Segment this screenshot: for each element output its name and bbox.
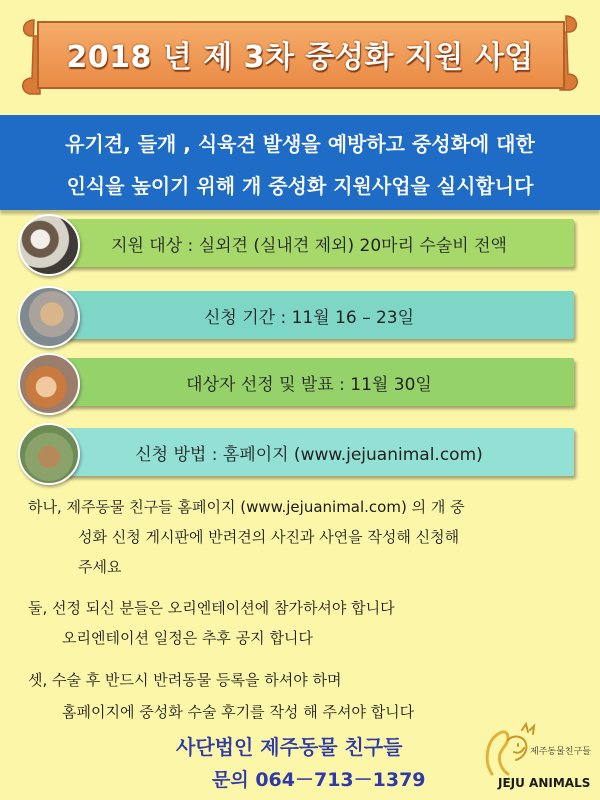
title-banner: [18, 12, 582, 98]
note-two-line-1: 둘, 선정 되신 분들은 오리엔테이션에 참가하셔야 합니다: [28, 599, 395, 617]
logo-english-text: JEJU ANIMALS: [498, 776, 591, 790]
intro-box: [0, 115, 600, 210]
banner-title: 2018 년 제 3차 중성화 지원 사업: [66, 40, 534, 75]
dog-photo-icon: [18, 423, 80, 485]
note-three-line-1: 셋, 수술 후 반드시 반려동물 등록을 하셔야 하며: [28, 671, 342, 689]
organization-name: 사단법인 제주동물 친구들: [176, 735, 403, 759]
info-bar-text: 지원 대상 : 실외견 (실내견 제외) 20마리 수술비 전액: [111, 236, 507, 256]
note-one-line-3: 주세요: [78, 558, 122, 576]
dog-photo-icon: [18, 286, 80, 348]
info-bar-selection: [44, 358, 574, 406]
intro-line-2: 인식을 높이기 위해 개 중성화 지원사업을 실시합니다: [66, 174, 534, 198]
contact-phone: 문의 064－713－1379: [212, 769, 426, 791]
intro-line-1: 유기견, 들개 , 식육견 발생을 예방하고 중성화에 대한: [65, 132, 535, 156]
info-bar-period: [44, 291, 574, 339]
info-bar-text: 대상자 선정 및 발표 : 11월 30일: [186, 375, 432, 395]
info-bar-text: 신청 방법 : 홈페이지 (www.jejuanimal.com): [135, 445, 483, 465]
note-two-line-2: 오리엔테이션 일정은 추후 공지 합니다: [62, 629, 313, 647]
jeju-animals-logo: [478, 722, 593, 797]
note-one-line-2: 성화 신청 게시판에 반려견의 사진과 사연을 작성해 신청해: [78, 528, 460, 546]
info-bar-target: [44, 219, 574, 267]
dog-cat-logo-icon: [478, 722, 538, 782]
info-bar-text: 신청 기간 : 11월 16 – 23일: [203, 308, 415, 328]
logo-korean-text: 제주동물친구들: [530, 747, 591, 757]
note-one-line-1: 하나, 제주동물 친구들 홈페이지 (www.jejuanimal.com) 의 개 중: [28, 498, 465, 516]
dog-photo-icon: [18, 353, 80, 415]
note-three-line-2: 홈페이지에 중성화 수술 후기를 작성 해 주셔야 합니다: [62, 703, 415, 721]
dogs-photo-icon: [18, 214, 80, 276]
info-bar-method: [44, 428, 574, 476]
